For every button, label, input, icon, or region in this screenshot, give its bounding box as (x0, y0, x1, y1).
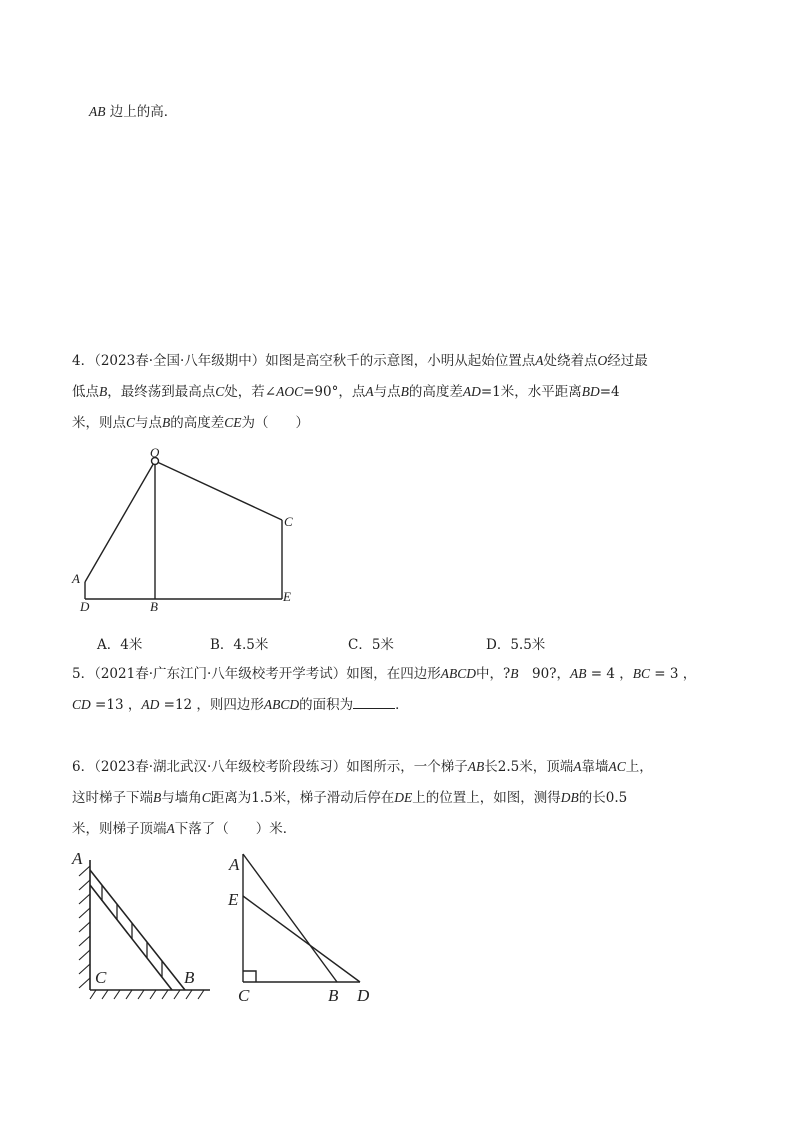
label-E: E (228, 890, 239, 909)
q4-option-d[interactable]: D．5.5米 (486, 637, 546, 653)
q4-text: 处绕着点 (543, 353, 598, 369)
segment-ED (243, 896, 360, 982)
q5-source: （2021春·广东江门·八年级校考开学考试） (94, 666, 347, 682)
q5-text: 中，? (476, 666, 511, 682)
var: BC (632, 666, 651, 681)
var: AB (467, 759, 485, 774)
q5-text: ． (395, 697, 409, 713)
var: B (510, 666, 519, 681)
q4-number: 4． (72, 353, 95, 369)
q4-option-c[interactable]: C．5米 (348, 637, 394, 653)
q6-text: 如图所示，一个梯子 (346, 759, 468, 775)
label-B: B (328, 986, 339, 1005)
var: AB (569, 666, 587, 681)
q4-text: 为（ ） (241, 415, 310, 431)
q6-number: 6． (72, 759, 95, 775)
var: B (162, 415, 171, 430)
label-A: A (72, 849, 83, 868)
var: ABCD (263, 697, 300, 712)
var: B (153, 790, 162, 805)
q6-text: 靠墙 (581, 759, 609, 775)
var: A (166, 821, 175, 836)
q5-text: 如图，在四边形 (346, 666, 441, 682)
var: O (597, 353, 608, 368)
var: ABCD (440, 666, 477, 681)
segment-label: AB (89, 104, 106, 119)
var: DE (394, 790, 413, 805)
var: BD (581, 384, 600, 399)
segment-AB (243, 854, 337, 982)
var: C (201, 790, 211, 805)
label-D: D (80, 599, 90, 614)
q5-number: 5． (72, 666, 95, 682)
var: B (99, 384, 108, 399)
label-A: A (229, 855, 240, 874)
var: AOC (276, 384, 304, 399)
q5-text: =12 ，则四边形 (159, 697, 264, 713)
var: CD (72, 697, 91, 712)
q4-text: =1米，水平距离 (480, 384, 582, 400)
q4-option-a[interactable]: A．4米 (97, 637, 143, 653)
q6-text: 米，则梯子顶端 (72, 821, 167, 837)
label-B: B (184, 968, 195, 987)
q4-option-b[interactable]: B．4.5米 (210, 637, 269, 653)
q6-text: 下落了（ ）米． (174, 821, 297, 837)
q6-text: 长2.5米，顶端 (484, 759, 574, 775)
q4-text: 的高度差 (408, 384, 463, 400)
var: A (365, 384, 374, 399)
q4-text: 与点 (135, 415, 163, 431)
q4-source: （2023春·全国·八年级期中） (94, 353, 266, 369)
var: C (126, 415, 136, 430)
q6-text: 的长0.5 (578, 790, 628, 806)
label-C: C (95, 968, 107, 987)
var: A (573, 759, 582, 774)
q4-text: 米，则点 (72, 415, 126, 431)
tail-text: 边上的高． (105, 104, 178, 120)
q6-text: 上， (625, 759, 653, 775)
q4-text: 如图是高空秋千的示意图，小明从起始位置点 (265, 353, 536, 369)
var: CE (224, 415, 242, 430)
label-C: C (284, 514, 293, 529)
q4-text: =4 (599, 384, 620, 400)
q4-text: 的高度差 (170, 415, 225, 431)
var: A (535, 353, 544, 368)
q6-text: 这时梯子下端 (72, 790, 153, 806)
q6-source: （2023春·湖北武汉·八年级校考阶段练习） (94, 759, 347, 775)
q5-text: 的面积为 (299, 697, 354, 713)
q4-text: 低点 (72, 384, 99, 400)
q4-text: 经过最 (607, 353, 648, 369)
label-E: E (283, 589, 291, 604)
var: AC (608, 759, 626, 774)
q4-text: =90°，点 (303, 384, 366, 400)
var: AD (462, 384, 481, 399)
var: C (215, 384, 225, 399)
label-D: D (357, 986, 370, 1005)
label-B: B (150, 599, 158, 614)
var: B (400, 384, 409, 399)
q5-text: 90?， (518, 666, 570, 682)
q6-text: 距离为1.5米，梯子滑动后停在 (210, 790, 395, 806)
q4-text: 处，若∠ (224, 384, 277, 400)
q5-text: =13 ， (90, 697, 142, 713)
q5-text: = 4 ， (586, 666, 633, 682)
label-C: C (238, 986, 250, 1005)
label-O: O (150, 445, 160, 460)
label-A: A (72, 571, 80, 586)
right-angle-mark (243, 971, 256, 982)
q4-text: ，最终荡到最高点 (107, 384, 216, 400)
q4-text: 与点 (373, 384, 401, 400)
q5-text: = 3 ， (650, 666, 697, 682)
q6-text: 上的位置上，如图，测得 (412, 790, 561, 806)
var: AD (141, 697, 160, 712)
var: DB (560, 790, 579, 805)
q6-text: 与墙角 (161, 790, 202, 806)
